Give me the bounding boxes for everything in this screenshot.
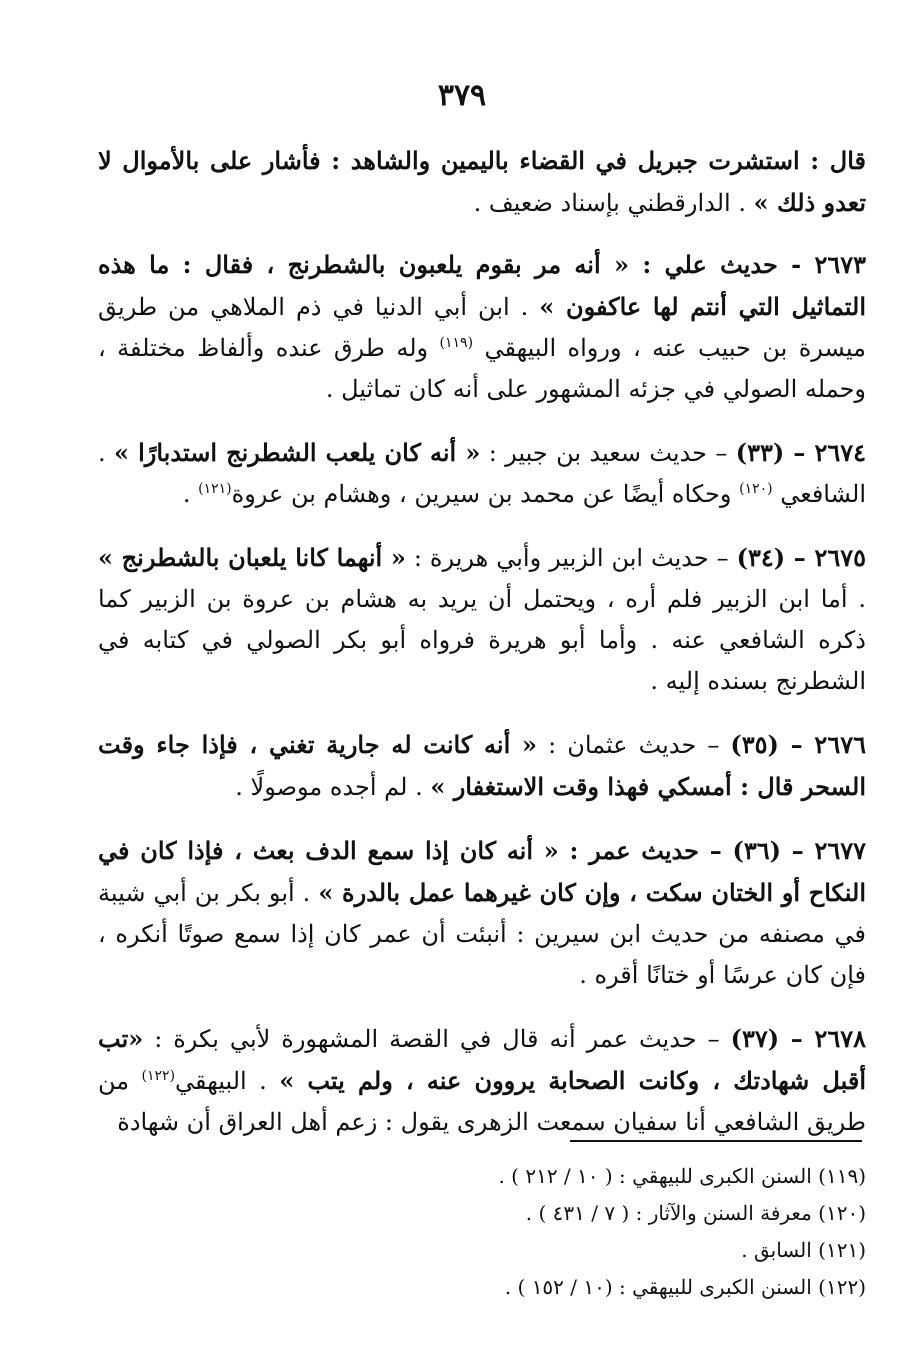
hadith-entry-2675 bbox=[98, 537, 866, 702]
footnote-120: (١٢٠) معرفة السنن والآثار : ( ٧ / ٤٣١ ) . bbox=[525, 1201, 866, 1225]
hadith-text: قال : استشرت جبريل في القضاء باليمين والشاهد : فأشار على بالأموال لا تعدو ذلك » bbox=[98, 146, 866, 217]
hadith-entry-2677 bbox=[98, 830, 866, 996]
footnote-122: (١٢٢) السنن الكبرى للبيهقي : (١٠ / ١٥٢ ) . bbox=[504, 1275, 866, 1299]
source-note: . الشافعي bbox=[98, 439, 866, 508]
hadith-intro: – حديث عثمان : bbox=[537, 731, 731, 759]
main-text bbox=[98, 140, 866, 1165]
footnote-ref[interactable]: (١٢٠) bbox=[739, 481, 773, 497]
footnotes bbox=[98, 1158, 866, 1306]
hadith-text: « أنهما كانا يلعبان بالشطرنج » bbox=[98, 543, 406, 572]
source-note: . ابن أبي الدنيا في ذم الملاهي من طريق ميسرة بن حبيب عنه ، ورواه البيهقي bbox=[98, 293, 867, 362]
source-note: وحكاه أيضًا عن محمد بن سيرين ، وهشام بن عروة bbox=[231, 480, 740, 508]
source-note: . الدارقطني بإسناد ضعيف . bbox=[473, 189, 754, 217]
hadith-number: ٢٦٧٨ – (٣٧) bbox=[730, 1024, 866, 1053]
hadith-text: ٢٦٧٧ – (٣٦) – حديث عمر : « أنه كان إذا سمع الدف بعث ، فإذا كان في النكاح أو الختان سكت ، وإن كان غيرهما عمل بالدرة » bbox=[98, 836, 866, 907]
hadith-number: ٢٦٧٤ – (٣٣) bbox=[735, 438, 867, 467]
footnote-121: (١٢١) السابق . bbox=[741, 1238, 866, 1262]
paragraph-continuation bbox=[98, 140, 866, 224]
source-note: . لم أجده موصولًا . bbox=[235, 773, 431, 801]
source-note: . البيهقي bbox=[175, 1067, 280, 1095]
footnote-ref[interactable]: (١٢١) bbox=[198, 481, 232, 497]
hadith-text: « أنه كانت له جارية تغني ، فإذا جاء وقت السحر قال : أمسكي فهذا وقت الاستغفار » bbox=[98, 730, 866, 801]
hadith-entry-2673 bbox=[98, 244, 866, 410]
hadith-intro: – حديث عمر أنه قال في القصة المشهورة لأبي بكرة : bbox=[143, 1025, 731, 1053]
hadith-entry-2678 bbox=[98, 1018, 866, 1143]
source-note: من طريق الشافعي أنا سفيان سمعت الزهرى يقول : زعم أهل العراق أن شهادة bbox=[98, 1067, 866, 1136]
hadith-entry-2676 bbox=[98, 724, 866, 808]
footnote-119: (١١٩) السنن الكبرى للبيهقي : ( ١٠ / ٢١٢ ) . bbox=[498, 1164, 866, 1188]
source-note: . bbox=[182, 480, 199, 508]
footnote-ref[interactable]: (١١٩) bbox=[439, 335, 474, 351]
hadith-text: ٢٦٧٣ - حديث علي : « أنه مر بقوم يلعبون بالشطرنج ، فقال : ما هذه التماثيل التي أنتم لها عاكفون » bbox=[98, 250, 867, 321]
hadith-intro: – حديث ابن الزبير وأبي هريرة : bbox=[405, 544, 737, 572]
source-note: وله طرق عنده وألفاظ مختلفة ، وحمله الصولي في جزئه المشهور على أنه كان تماثيل . bbox=[98, 334, 866, 403]
hadith-text: «تب أقبل شهادتك ، وكانت الصحابة يروون عنه ، ولم يتب » bbox=[98, 1024, 866, 1095]
source-note: . أبو بكر بن أبي شيبة في مصنفه من حديث ابن سيرين : أنبئت أن عمر كان إذا سمع صوتًا أنكره ، فإن كان عرسًا أو ختانًا أقره . bbox=[98, 879, 866, 989]
footnote-ref[interactable]: (١٢٢) bbox=[141, 1068, 176, 1084]
hadith-intro: – حديث سعيد بن جبير : bbox=[480, 439, 736, 467]
footnote-divider bbox=[570, 1140, 862, 1142]
hadith-number: ٢٦٧٥ – (٣٤) bbox=[736, 543, 866, 572]
source-note: . أما ابن الزبير فلم أره ، ويحتمل أن يريد به هشام بن عروة بن الزبير كما ذكره الشافعي عنه . وأما أبو هريرة فرواه أبو بكر الصولي في كتابه في الشطرنج بسنده إليه . bbox=[98, 585, 866, 695]
hadith-entry-2674 bbox=[98, 432, 866, 515]
page-number: ٣٧٩ bbox=[437, 78, 487, 113]
hadith-number: ٢٦٧٦ – (٣٥) bbox=[730, 730, 866, 759]
hadith-text: « أنه كان يلعب الشطرنج استدبارًا » bbox=[114, 438, 481, 467]
